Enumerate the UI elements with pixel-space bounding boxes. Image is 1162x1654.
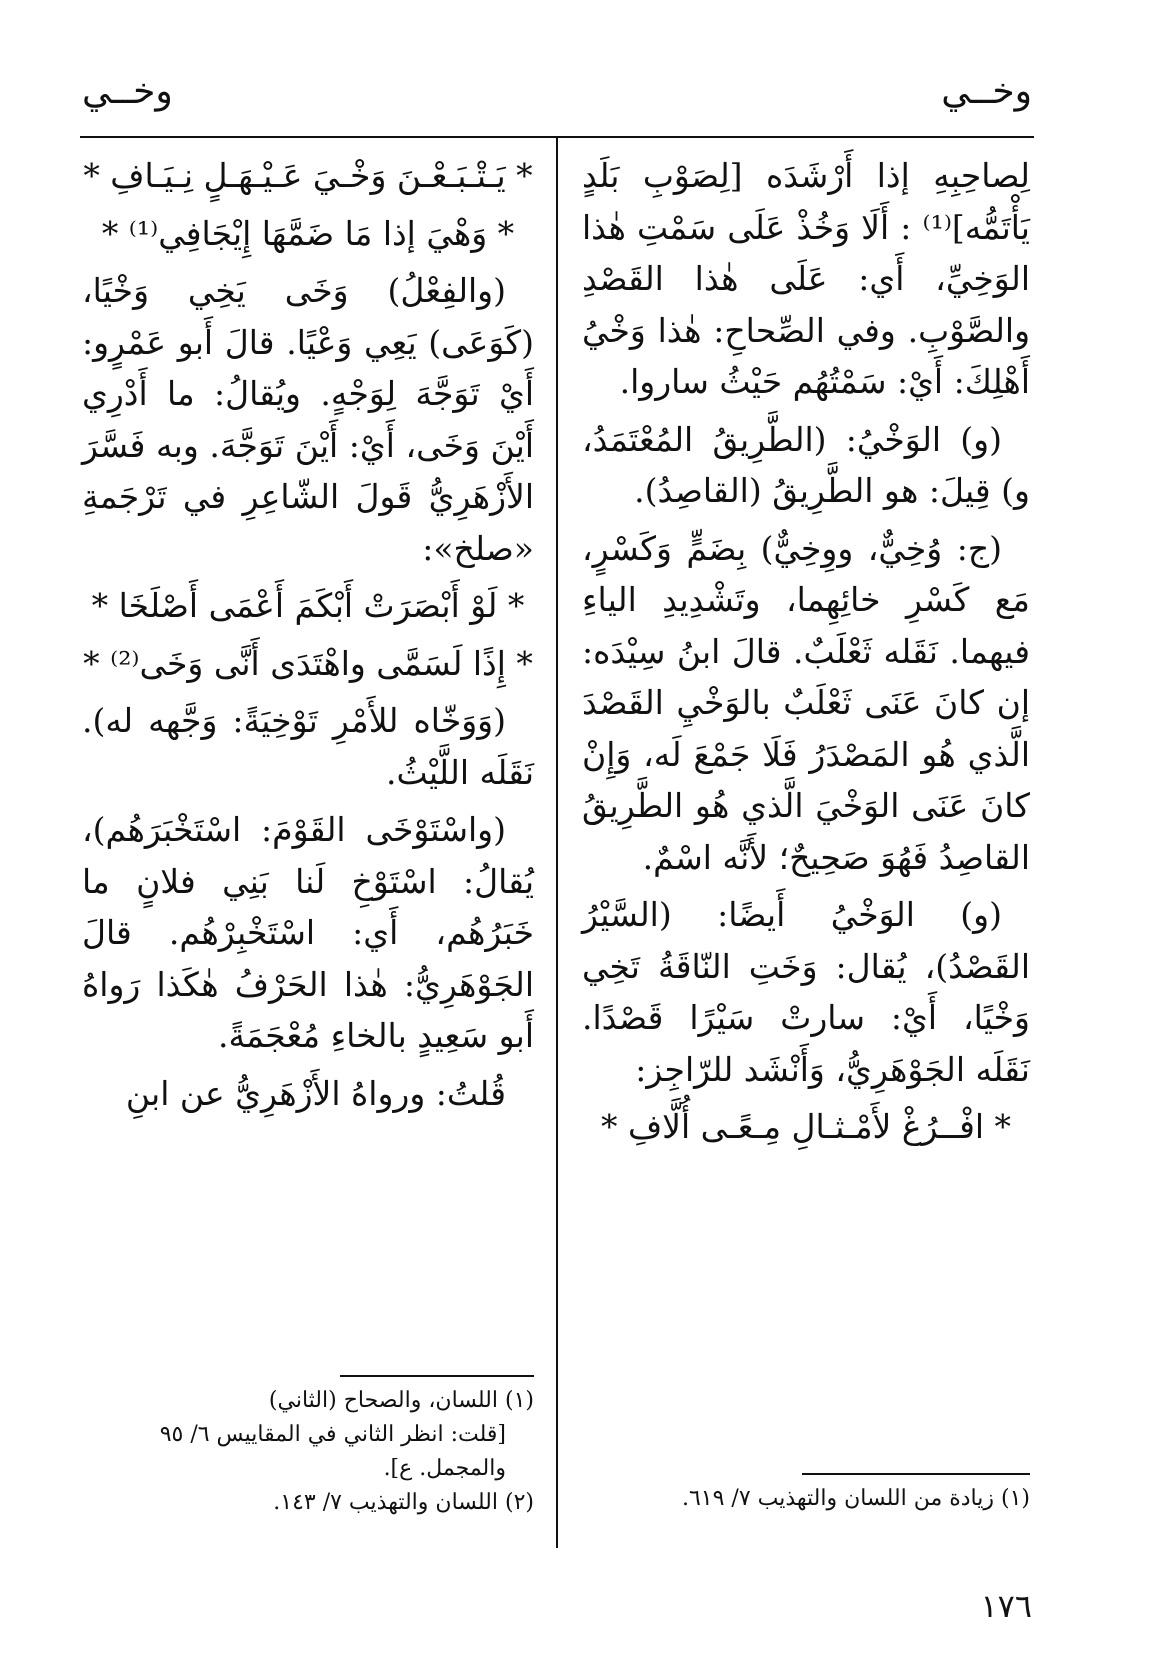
footnote: (١) زيادة من اللسان والتهذيب ٧/ ٦١٩. [681,1486,1030,1511]
paragraph: (و) الوَخْيُ: (الطَّرِيقُ المُعْتَمَدُ، و) قِيلَ: هو الطَّرِيقُ (القاصِدُ). [582,419,1030,510]
paragraph: (ج: وُخِيٌّ، ووِخِيٌّ) بِضَمٍّ وَكَسْرٍ، مَع كَسْرِ خائِهِما، وتَشْدِيدِ الياءِ فيهما. نَقَله ثَعْلَبٌ. قالَ ابنُ سِيْدَه: إن كانَ عَنَى ثَعْلَبٌ بالوَخْيِ القَصْدَ الَّذي هُو المَصْدَرُ فَلَا جَمْعَ لَه، وَإِنْ كانَ عَنَى الوَخْيَ الَّذي هُو الطَّرِيقُ القاصِدُ فَهُوَ صَحِيحٌ؛ لأَنَّه اسْمٌ. [582,528,1030,877]
footnote-rule-left [340,1375,534,1377]
paragraph: (و) الوَخْيُ أَيضًا: (السَّيْرُ القَصْدُ)، يُقال: وَخَتِ النّاقَةُ تَخِي وَخْيًا، أَيْ: سارتْ سَيْرًا قَصْدًا. نَقَلَه الجَوْهَرِيُّ، وَأَنْشَد للرّاجِز: [582,895,1030,1089]
footnote: (٢) اللسان والتهذيب ٧/ ١٤٣. [273,1490,534,1515]
footnotes-left [82,1384,534,1520]
verse-line: * افْــرُغْ لأَمْـثـالِ مِـعًـى أُلَّافِ * [600,1107,1012,1146]
verse-line: * يَـتْـبَـعْـنَ وَخْـيَ عَـيْـهَـلٍ نِـيَـافِ * [83,156,533,195]
page-number: ١٧٦ [980,1587,1032,1625]
right-column [582,150,1030,1159]
paragraph: قُلتُ: ورواهُ الأَزْهَرِيُّ عن ابنِ [125,1073,506,1113]
paragraph: (واسْتَوْخَى القَوْمَ: اسْتَخْبَرَهُم)، يُقالُ: اسْتَوْخِ لَنا بَنِي فلانٍ ما خَبَرُهُم، أَي: اسْتَخْبِرْهُم. قالَ الجَوْهَرِيُّ: هٰذا الحَرْفُ هٰكَذا رَواهُ أَبو سَعِيدٍ بالخاءِ مُعْجَمَةً. [82,810,534,1055]
paragraph: (وَوَخّاه للأَمْرِ تَوْخِيَةً: وَجَّهه له). نَقَلَه اللَّيْثُ. [82,701,534,792]
footnote-continuation: [قلت: انظر الثاني في المقاييس ٦/ ٩٥ والمجمل. ع]. [159,1422,506,1481]
left-column [82,150,534,1125]
footnote: (١) اللسان، والصحاح (الثاني) [268,1388,534,1413]
verse-line: * وَهْيَ إذا مَا ضَمَّهَا إِيْجَافِي⁽¹⁾ * [101,213,515,253]
verse-line: * إِذًا لَسَمَّى واهْتَدَى أَنَّى وَخَى⁽²⁾ * [83,643,533,683]
paragraph: (والفِعْلُ) وَخَى يَخِي وَخْيًا، (كَوَعَى) يَعِي وَعْيًا. قالَ أَبو عَمْرٍو: أَيْ تَوَجَّهَ لِوَجْهٍ. ويُقالُ: ما أَدْرِي أَيْنَ وَخَى، أَيْ: أَيْنَ تَوَجَّهَ. وبه فَسَّرَ الأَزْهَرِيُّ قَولَ الشّاعِرِ في تَرْجَمةِ «صلخ»: [82,271,534,568]
paragraph: لِصاحِبِهِ إذا أَرْشَدَه [لِصَوْبِ بَلَدٍ يَأْتَمُّه]⁽¹⁾ : أَلَا وَخُذْ عَلَى سَمْتِ هٰذا الوَخِيِّ، أَي: عَلَى هٰذا القَصْدِ والصَّوْبِ. وفي الصِّحاحِ: هٰذا وَخْيُ أَهْلِكَ: أَيْ: سَمْتُهُم حَيْثُ ساروا. [582,156,1030,401]
footnote-rule-right [802,1473,1030,1475]
verse-line: * لَوْ أَبْصَرَتْ أَبْكَمَ أَعْمَى أَصْلَخَا * [91,586,525,625]
footnotes-right [582,1482,1030,1516]
running-head-right: وخــي [941,71,1032,112]
column-divider [556,138,558,1548]
running-head-left: وخــي [82,71,173,112]
